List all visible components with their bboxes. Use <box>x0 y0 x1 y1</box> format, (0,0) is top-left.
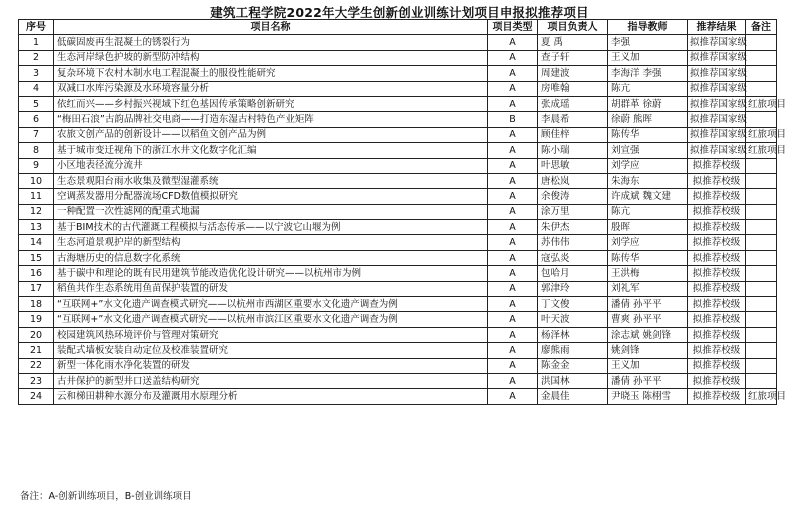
cell-remark: 红旅项目 <box>746 143 777 158</box>
cell-project-name: “互联网+”水文化遗产调查模式研究——以杭州市西湖区重要水文化遗产调查为例 <box>54 297 488 312</box>
table-row <box>19 343 777 358</box>
cell-project-name: 校园建筑风热环境评价与管理对策研究 <box>54 327 488 342</box>
cell-leader: 张成瑶 <box>538 96 608 111</box>
cell-leader: 朱伊杰 <box>538 220 608 235</box>
cell-leader: 杨泽林 <box>538 327 608 342</box>
cell-result: 拟推荐校级 <box>688 220 746 235</box>
cell-result: 拟推荐校级 <box>688 297 746 312</box>
cell-advisor: 王义加 <box>608 358 688 373</box>
cell-index: 8 <box>19 143 54 158</box>
table-row <box>19 66 777 81</box>
cell-project-name: 云和梯田耕种水源分布及灌溉用水原理分析 <box>54 389 488 404</box>
header-project-type: 项目类型 <box>488 20 538 35</box>
cell-result: 拟推荐校级 <box>688 358 746 373</box>
cell-remark <box>746 281 777 296</box>
table-row <box>19 50 777 65</box>
cell-result: 拟推荐校级 <box>688 250 746 265</box>
cell-result: 拟推荐校级 <box>688 312 746 327</box>
cell-result: 拟推荐国家级 <box>688 81 746 96</box>
cell-project-name: 生态景观阳台雨水收集及微型湿灌系统 <box>54 173 488 188</box>
cell-result: 拟推荐校级 <box>688 373 746 388</box>
table-row <box>19 127 777 142</box>
cell-index: 19 <box>19 312 54 327</box>
cell-advisor: 潘倩 孙平平 <box>608 297 688 312</box>
cell-advisor: 刘学应 <box>608 235 688 250</box>
cell-result: 拟推荐国家级 <box>688 66 746 81</box>
cell-leader: 洪国林 <box>538 373 608 388</box>
cell-index: 7 <box>19 127 54 142</box>
cell-project-type: A <box>488 373 538 388</box>
cell-advisor: 曹爽 孙平平 <box>608 312 688 327</box>
cell-index: 9 <box>19 158 54 173</box>
table-row <box>19 35 777 50</box>
cell-project-name: 空调蒸发器用分配器流场CFD数值模拟研究 <box>54 189 488 204</box>
cell-project-type: A <box>488 327 538 342</box>
cell-project-type: A <box>488 250 538 265</box>
cell-leader: 余俊涛 <box>538 189 608 204</box>
cell-project-name: 基于碳中和理论的既有民用建筑节能改造优化设计研究——以杭州市为例 <box>54 266 488 281</box>
cell-leader: 查子轩 <box>538 50 608 65</box>
cell-remark <box>746 358 777 373</box>
header-leader: 项目负责人 <box>538 20 608 35</box>
cell-index: 2 <box>19 50 54 65</box>
cell-result: 拟推荐校级 <box>688 343 746 358</box>
cell-project-type: A <box>488 96 538 111</box>
cell-leader: 夏 禹 <box>538 35 608 50</box>
cell-result: 拟推荐国家级 <box>688 96 746 111</box>
cell-leader: 房唯翰 <box>538 81 608 96</box>
cell-advisor: 朱海东 <box>608 173 688 188</box>
cell-project-type: A <box>488 127 538 142</box>
cell-remark <box>746 81 777 96</box>
table-row <box>19 250 777 265</box>
cell-result: 拟推荐校级 <box>688 281 746 296</box>
cell-index: 12 <box>19 204 54 219</box>
cell-leader: 寇弘炎 <box>538 250 608 265</box>
cell-index: 17 <box>19 281 54 296</box>
cell-advisor: 徐蔚 熊晖 <box>608 112 688 127</box>
cell-project-type: A <box>488 220 538 235</box>
cell-index: 20 <box>19 327 54 342</box>
cell-index: 6 <box>19 112 54 127</box>
cell-result: 拟推荐国家级 <box>688 50 746 65</box>
cell-project-name: 新型一体化雨水净化装置的研发 <box>54 358 488 373</box>
cell-index: 22 <box>19 358 54 373</box>
table-row <box>19 389 777 404</box>
cell-project-type: A <box>488 35 538 50</box>
project-table <box>18 19 787 405</box>
cell-advisor: 刘学应 <box>608 158 688 173</box>
table-row <box>19 312 777 327</box>
header-remark: 备注 <box>746 20 777 35</box>
cell-project-name: 装配式墙板安装自动定位及校准装置研究 <box>54 343 488 358</box>
cell-project-name: 古井保护的新型井口送盖结构研究 <box>54 373 488 388</box>
cell-leader: 陈金金 <box>538 358 608 373</box>
cell-remark: 红旅项目 <box>746 127 777 142</box>
cell-project-type: A <box>488 281 538 296</box>
cell-leader: 金晨佳 <box>538 389 608 404</box>
table-row <box>19 112 777 127</box>
cell-project-name: “互联网+”水文化遗产调查模式研究——以杭州市滨江区重要水文化遗产调查为例 <box>54 312 488 327</box>
cell-advisor: 刘宣强 <box>608 143 688 158</box>
cell-result: 拟推荐校级 <box>688 266 746 281</box>
cell-advisor: 殷晖 <box>608 220 688 235</box>
cell-advisor: 陈传华 <box>608 250 688 265</box>
cell-advisor: 李强 <box>608 35 688 50</box>
cell-remark <box>746 220 777 235</box>
header-project-name: 项目名称 <box>54 20 488 35</box>
table-row <box>19 281 777 296</box>
cell-leader: 顾佳梓 <box>538 127 608 142</box>
cell-result: 拟推荐国家级 <box>688 35 746 50</box>
page-title: 建筑工程学院2022年大学生创新创业训练计划项目申报拟推荐项目 <box>210 5 589 20</box>
table-row <box>19 158 777 173</box>
cell-index: 3 <box>19 66 54 81</box>
cell-project-name: 小区地表径流分流井 <box>54 158 488 173</box>
cell-project-name: 基于BIM技术的古代灌溉工程模拟与活态传承——以宁波它山堰为例 <box>54 220 488 235</box>
header-index: 序号 <box>19 20 54 35</box>
cell-project-name: 古海塘历史的信息数字化系统 <box>54 250 488 265</box>
cell-remark <box>746 373 777 388</box>
cell-index: 15 <box>19 250 54 265</box>
cell-remark <box>746 327 777 342</box>
cell-leader: 涂万里 <box>538 204 608 219</box>
table-row <box>19 297 777 312</box>
cell-index: 16 <box>19 266 54 281</box>
cell-remark <box>746 312 777 327</box>
cell-result: 拟推荐国家级 <box>688 112 746 127</box>
cell-advisor: 陈传华 <box>608 127 688 142</box>
cell-result: 拟推荐校级 <box>688 173 746 188</box>
cell-remark <box>746 50 777 65</box>
table-row <box>19 96 777 111</box>
table-row <box>19 358 777 373</box>
cell-project-name: 农旅文创产品的创新设计——以稻鱼文创产品为例 <box>54 127 488 142</box>
cell-remark: 红旅项目 <box>746 96 777 111</box>
cell-index: 23 <box>19 373 54 388</box>
cell-index: 24 <box>19 389 54 404</box>
cell-project-name: 基于城市变迁视角下的浙江水井文化数字化汇编 <box>54 143 488 158</box>
cell-leader: 郭津玲 <box>538 281 608 296</box>
cell-advisor: 李海洋 李强 <box>608 66 688 81</box>
cell-project-name: 一种配置一次性滤网的配重式地漏 <box>54 204 488 219</box>
cell-result: 拟推荐校级 <box>688 235 746 250</box>
cell-result: 拟推荐校级 <box>688 327 746 342</box>
cell-remark <box>746 112 777 127</box>
header-advisor: 指导教师 <box>608 20 688 35</box>
cell-result: 拟推荐校级 <box>688 158 746 173</box>
cell-project-type: B <box>488 112 538 127</box>
cell-project-type: A <box>488 189 538 204</box>
cell-result: 拟推荐校级 <box>688 189 746 204</box>
footnote: 备注：A-创新训练项目，B-创业训练项目 <box>20 491 192 502</box>
cell-project-type: A <box>488 358 538 373</box>
cell-advisor: 尹晓玉 陈栩雪 <box>608 389 688 404</box>
cell-leader: 叶天波 <box>538 312 608 327</box>
cell-project-name: 复杂环境下农村木制水电工程混凝土的服役性能研究 <box>54 66 488 81</box>
cell-advisor: 许成斌 魏文建 <box>608 189 688 204</box>
cell-advisor: 王洪梅 <box>608 266 688 281</box>
cell-project-type: A <box>488 143 538 158</box>
cell-project-type: A <box>488 343 538 358</box>
table-row <box>19 220 777 235</box>
table-row <box>19 173 777 188</box>
table-row <box>19 327 777 342</box>
cell-project-type: A <box>488 158 538 173</box>
cell-index: 21 <box>19 343 54 358</box>
cell-advisor: 王义加 <box>608 50 688 65</box>
cell-leader: 叶思敏 <box>538 158 608 173</box>
cell-leader: 廖熊雨 <box>538 343 608 358</box>
cell-project-name: 双减口水库污染源及水环境容量分析 <box>54 81 488 96</box>
cell-leader: 陈小瑞 <box>538 143 608 158</box>
cell-index: 10 <box>19 173 54 188</box>
cell-leader: 周建波 <box>538 66 608 81</box>
cell-advisor: 潘倩 孙平平 <box>608 373 688 388</box>
cell-project-type: A <box>488 66 538 81</box>
cell-project-type: A <box>488 312 538 327</box>
cell-result: 拟推荐国家级 <box>688 143 746 158</box>
cell-remark <box>746 266 777 281</box>
cell-remark <box>746 189 777 204</box>
cell-advisor: 胡群革 徐蔚 <box>608 96 688 111</box>
cell-advisor: 陈亢 <box>608 81 688 96</box>
cell-index: 1 <box>19 35 54 50</box>
cell-result: 拟推荐国家级 <box>688 127 746 142</box>
cell-project-type: A <box>488 50 538 65</box>
cell-remark <box>746 35 777 50</box>
cell-advisor: 刘礼军 <box>608 281 688 296</box>
cell-leader: 丁文俊 <box>538 297 608 312</box>
cell-remark <box>746 158 777 173</box>
cell-advisor: 涂志斌 姚剑锋 <box>608 327 688 342</box>
cell-project-type: A <box>488 297 538 312</box>
cell-result: 拟推荐校级 <box>688 204 746 219</box>
cell-leader: 李晨希 <box>538 112 608 127</box>
cell-remark: 红旅项目 <box>746 389 777 404</box>
cell-index: 5 <box>19 96 54 111</box>
table-row <box>19 204 777 219</box>
cell-advisor: 陈亢 <box>608 204 688 219</box>
cell-remark <box>746 173 777 188</box>
cell-remark <box>746 250 777 265</box>
cell-advisor: 姚剑锋 <box>608 343 688 358</box>
cell-project-type: A <box>488 81 538 96</box>
cell-project-type: A <box>488 173 538 188</box>
table-row <box>19 81 777 96</box>
header-result: 推荐结果 <box>688 20 746 35</box>
cell-result: 拟推荐校级 <box>688 389 746 404</box>
table-row <box>19 373 777 388</box>
table-row <box>19 235 777 250</box>
cell-project-name: “梅田石浪”古韵品牌社交电商——打造东湿古村特色产业矩阵 <box>54 112 488 127</box>
cell-leader: 包哈月 <box>538 266 608 281</box>
cell-project-name: 稻鱼共作生态系统用鱼苗保护装置的研发 <box>54 281 488 296</box>
cell-project-type: A <box>488 204 538 219</box>
cell-leader: 唐松岚 <box>538 173 608 188</box>
cell-index: 18 <box>19 297 54 312</box>
cell-remark <box>746 235 777 250</box>
cell-project-type: A <box>488 389 538 404</box>
table-row <box>19 189 777 204</box>
cell-project-name: 依红而兴——乡村振兴视域下红色基因传承策略创新研究 <box>54 96 488 111</box>
cell-index: 13 <box>19 220 54 235</box>
cell-remark <box>746 66 777 81</box>
cell-project-type: A <box>488 266 538 281</box>
cell-project-name: 生态河道景观护岸的新型结构 <box>54 235 488 250</box>
cell-leader: 苏伟伟 <box>538 235 608 250</box>
cell-remark <box>746 297 777 312</box>
cell-index: 4 <box>19 81 54 96</box>
cell-project-name: 生态河岸绿色护坡的新型防冲结构 <box>54 50 488 65</box>
cell-remark <box>746 204 777 219</box>
cell-project-name: 低碳固废再生混凝土的锈裂行为 <box>54 35 488 50</box>
cell-index: 14 <box>19 235 54 250</box>
table-row <box>19 143 777 158</box>
cell-index: 11 <box>19 189 54 204</box>
cell-remark <box>746 343 777 358</box>
cell-project-type: A <box>488 235 538 250</box>
header-row <box>19 20 777 35</box>
table-row <box>19 266 777 281</box>
